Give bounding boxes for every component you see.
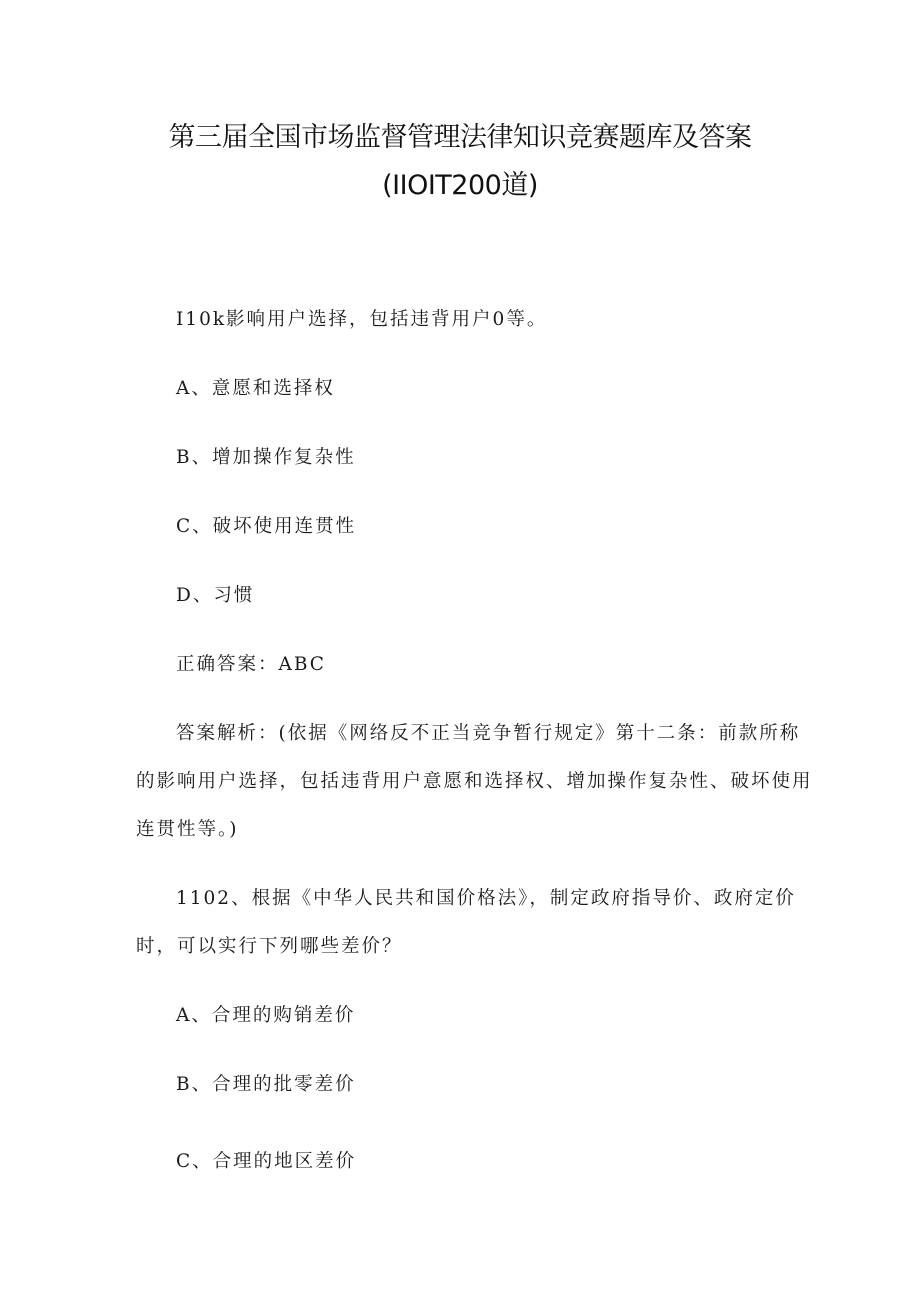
answer-analysis-line: 连贯性等。) [136,819,239,840]
answer-analysis-line: 答案解析：(依据《网络反不正当竞争暂行规定》第十二条：前款所称 [176,723,801,744]
document-title: 第三届全国市场监督管理法律知识竞赛题库及答案 [168,122,752,153]
option-b: B、增加操作复杂性 [176,447,356,468]
option-a: A、合理的购销差价 [176,1005,356,1026]
answer-analysis-line: 的影响用户选择，包括违背用户意愿和选择权、增加操作复杂性、破坏使用 [136,771,813,792]
correct-answer: 正确答案：ABC [176,654,326,675]
option-c: C、合理的地区差价 [176,1151,357,1172]
option-c: C、破坏使用连贯性 [176,516,357,537]
question-stem-continued: 时，可以实行下列哪些差价？ [136,936,403,957]
question-stem: 1102、根据《中华人民共和国价格法》，制定政府指导价、政府定价 [176,888,796,909]
option-a: A、意愿和选择权 [176,378,335,399]
question-stem: I10k影响用户选择，包括违背用户0等。 [176,309,548,330]
option-d: D、习惯 [176,585,255,606]
option-b: B、合理的批零差价 [176,1074,356,1095]
document-subtitle: (IIOIT200道) [382,170,538,201]
